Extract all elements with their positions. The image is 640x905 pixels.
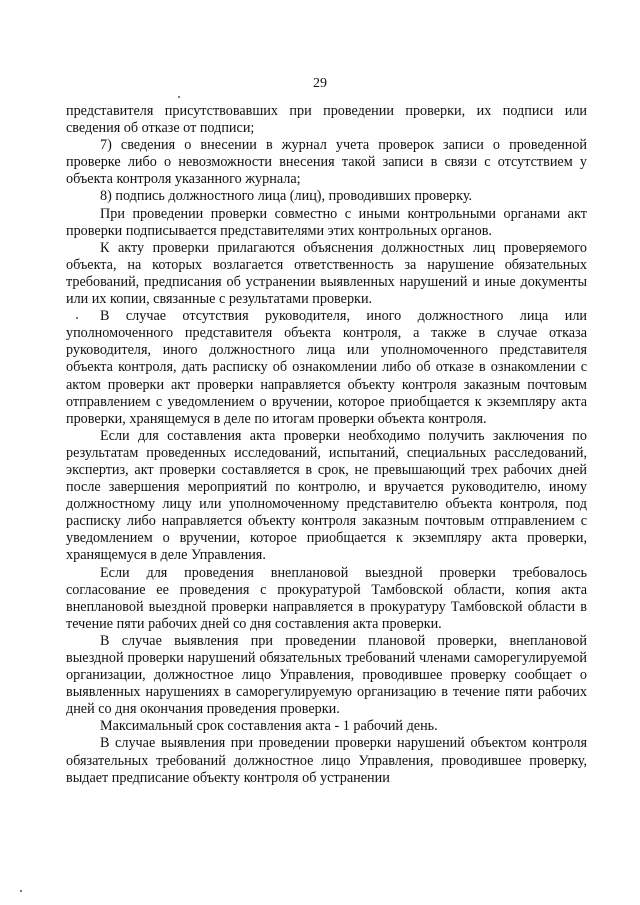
paragraph-item-8: 8) подпись должностного лица (лиц), проводивших проверку. (100, 188, 473, 205)
scan-speck (76, 317, 78, 319)
paragraph-self-regulatory-org: В случае выявления при проведении плановой проверки, внеплановой выездной проверки нарушений обязательных требований членами саморегулируемой организации, должностное лицо Управления, проводившее проверку сообщает о выявленных нарушениях в саморегулируемую организацию в течение пяти рабочих дней со дня окончания проведения проверки. (66, 632, 587, 718)
paragraph-act-attachments: К акту проверки прилагаются объяснения должностных лиц проверяемого объекта, на которых возлагается ответственность за нарушение обязательных требований, предписания об устранении выявленных нарушений и иные документы или их копии, связанные с результатами проверки. (66, 239, 587, 308)
document-body (66, 103, 587, 787)
paragraph-joint-inspection: При проведении проверки совместно с иными контрольными органами акт проверки подписывается представителями этих контрольных органов. (66, 205, 587, 239)
scan-speck (20, 890, 22, 892)
page-number: 29 (313, 76, 327, 91)
paragraph-continuation: представителя присутствовавших при проведении проверки, их подписи или сведения об отказе от подписи; (66, 103, 587, 137)
paragraph-max-term: Максимальный срок составления акта - 1 рабочий день. (100, 718, 438, 735)
scan-speck (178, 96, 180, 98)
paragraph-injunction: В случае выявления при проведении проверки нарушений объектом контроля обязательных требований должностное лицо Управления, проводившее проверку, выдает предписание объекту контроля об устранении (66, 735, 587, 786)
paragraph-absence-of-manager: В случае отсутствия руководителя, иного должностного лица или уполномоченного представителя объекта контроля, а также в случае отказа руководителя, иного должностного лица или уполномоченного представителя объекта контроля, дать расписку об ознакомлении либо об отказе в ознакомлении с актом проверки акт проверки направляется объекту контроля заказным почтовым отправлением с уведомлением о вручении, которое приобщается к экземпляру акта проверки, хранящемуся в деле по итогам проверки объекта контроля. (66, 308, 587, 427)
paragraph-item-7: 7) сведения о внесении в журнал учета проверок записи о проведенной проверке либо о невозможности внесения такой записи в связи с отсутствием у объекта контроля указанного журнала; (66, 137, 587, 188)
paragraph-expert-conclusions: Если для составления акта проверки необходимо получить заключения по результатам проведенных исследований, испытаний, специальных расследований, экспертиз, акт проверки составляется в срок, не превышающий трех рабочих дней после завершения мероприятий по контролю, и вручается руководителю, иному должностному лицу или уполномоченному представителю объекта контроля, под расписку либо направляется объекту контроля заказным почтовым отправлением с уведомлением о вручении, которое приобщается к экземпляру акта проверки, хранящемуся в деле Управления. (66, 427, 587, 564)
paragraph-prosecutor-agreement: Если для проведения внеплановой выездной проверки требовалось согласование ее проведения с прокуратурой Тамбовской области, копия акта внеплановой выездной проверки направляется в прокуратуру Тамбовской области в течение пяти рабочих дней со дня составления акта проверки. (66, 564, 587, 632)
